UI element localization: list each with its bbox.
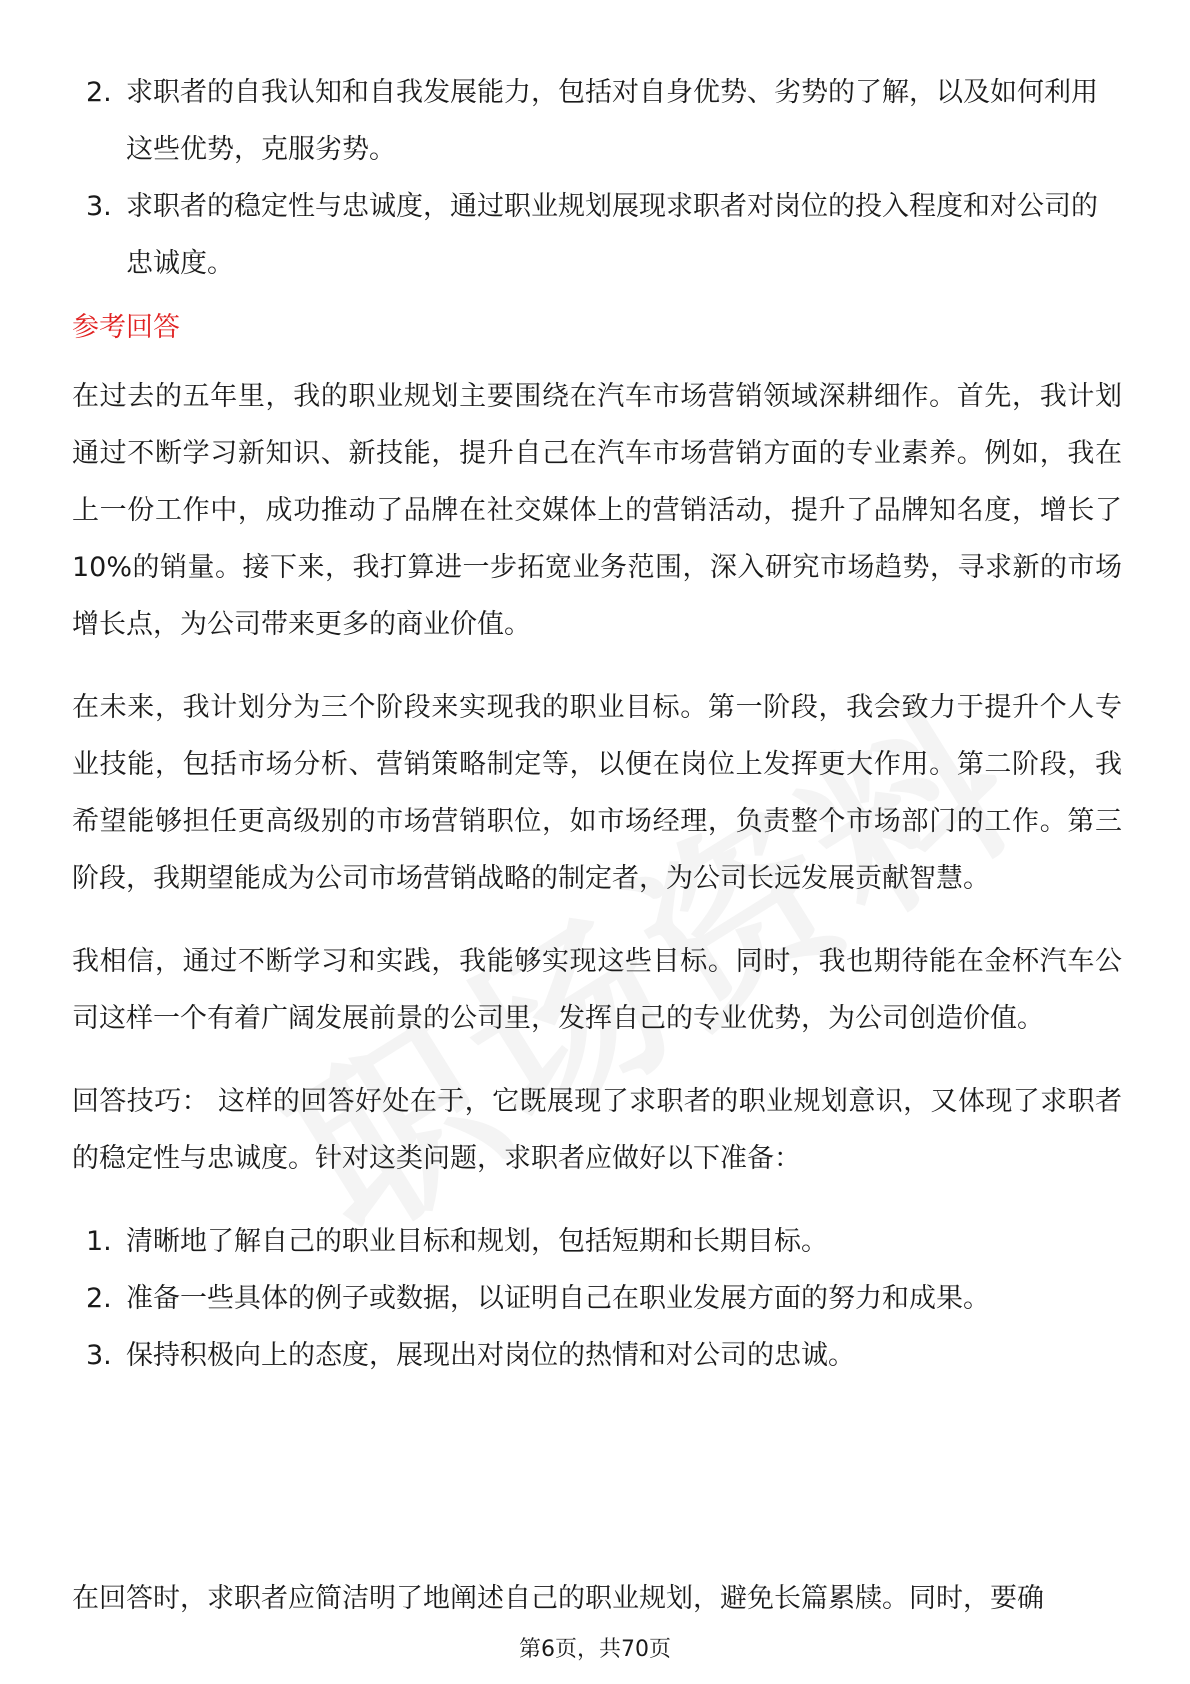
list-text: 保持积极向上的态度，展现出对岗位的热情和对公司的忠诚。	[126, 1340, 855, 1371]
intro-list	[72, 64, 1122, 292]
list-item	[72, 1213, 1122, 1270]
list-number: 2.	[86, 77, 112, 108]
closing-paragraph-clip	[72, 1570, 1122, 1622]
tips-list	[72, 1213, 1122, 1384]
tips-intro-paragraph: 回答技巧： 这样的回答好处在于，它既展现了求职者的职业规划意识，又体现了求职者的稳定性与忠诚度。针对这类问题，求职者应做好以下准备：	[72, 1086, 1122, 1174]
answer-paragraph: 在未来，我计划分为三个阶段来实现我的职业目标。第一阶段，我会致力于提升个人专业技能，包括市场分析、营销策略制定等，以便在岗位上发挥更大作用。第二阶段，我希望能够担任更高级别的市场营销职位，如市场经理，负责整个市场部门的工作。第三阶段，我期望能成为公司市场营销战略的制定者，为公司长远发展贡献智慧。	[72, 692, 1122, 894]
list-item	[72, 178, 1122, 292]
list-text: 清晰地了解自己的职业目标和规划，包括短期和长期目标。	[126, 1226, 828, 1257]
list-number: 3.	[86, 1340, 112, 1371]
list-number: 3.	[86, 191, 112, 222]
closing-paragraph: 在回答时，求职者应简洁明了地阐述自己的职业规划，避免长篇累牍。同时，要确	[72, 1583, 1044, 1614]
list-item	[72, 1270, 1122, 1327]
list-number: 2.	[86, 1283, 112, 1314]
list-text: 求职者的稳定性与忠诚度，通过职业规划展现求职者对岗位的投入程度和对公司的忠诚度。	[126, 191, 1098, 279]
list-item	[72, 64, 1122, 178]
answer-paragraph: 我相信，通过不断学习和实践，我能够实现这些目标。同时，我也期待能在金杯汽车公司这样一个有着广阔发展前景的公司里，发挥自己的专业优势，为公司创造价值。	[72, 946, 1122, 1034]
section-title: 参考回答	[72, 312, 180, 343]
list-text: 准备一些具体的例子或数据，以证明自己在职业发展方面的努力和成果。	[126, 1283, 990, 1314]
answer-paragraph: 在过去的五年里，我的职业规划主要围绕在汽车市场营销领域深耕细作。首先，我计划通过不断学习新知识、新技能，提升自己在汽车市场营销方面的专业素养。例如，我在上一份工作中，成功推动了品牌在社交媒体上的营销活动，提升了品牌知名度，增长了10%的销量。接下来，我打算进一步拓宽业务范围，深入研究市场趋势，寻求新的市场增长点，为公司带来更多的商业价值。	[72, 381, 1122, 640]
list-number: 1.	[86, 1226, 112, 1257]
page-content	[72, 64, 1122, 1394]
list-item	[72, 1327, 1122, 1384]
list-text: 求职者的自我认知和自我发展能力，包括对自身优势、劣势的了解，以及如何利用这些优势，克服劣势。	[126, 77, 1098, 165]
page-number-footer: 第6页，共70页	[519, 1637, 671, 1662]
